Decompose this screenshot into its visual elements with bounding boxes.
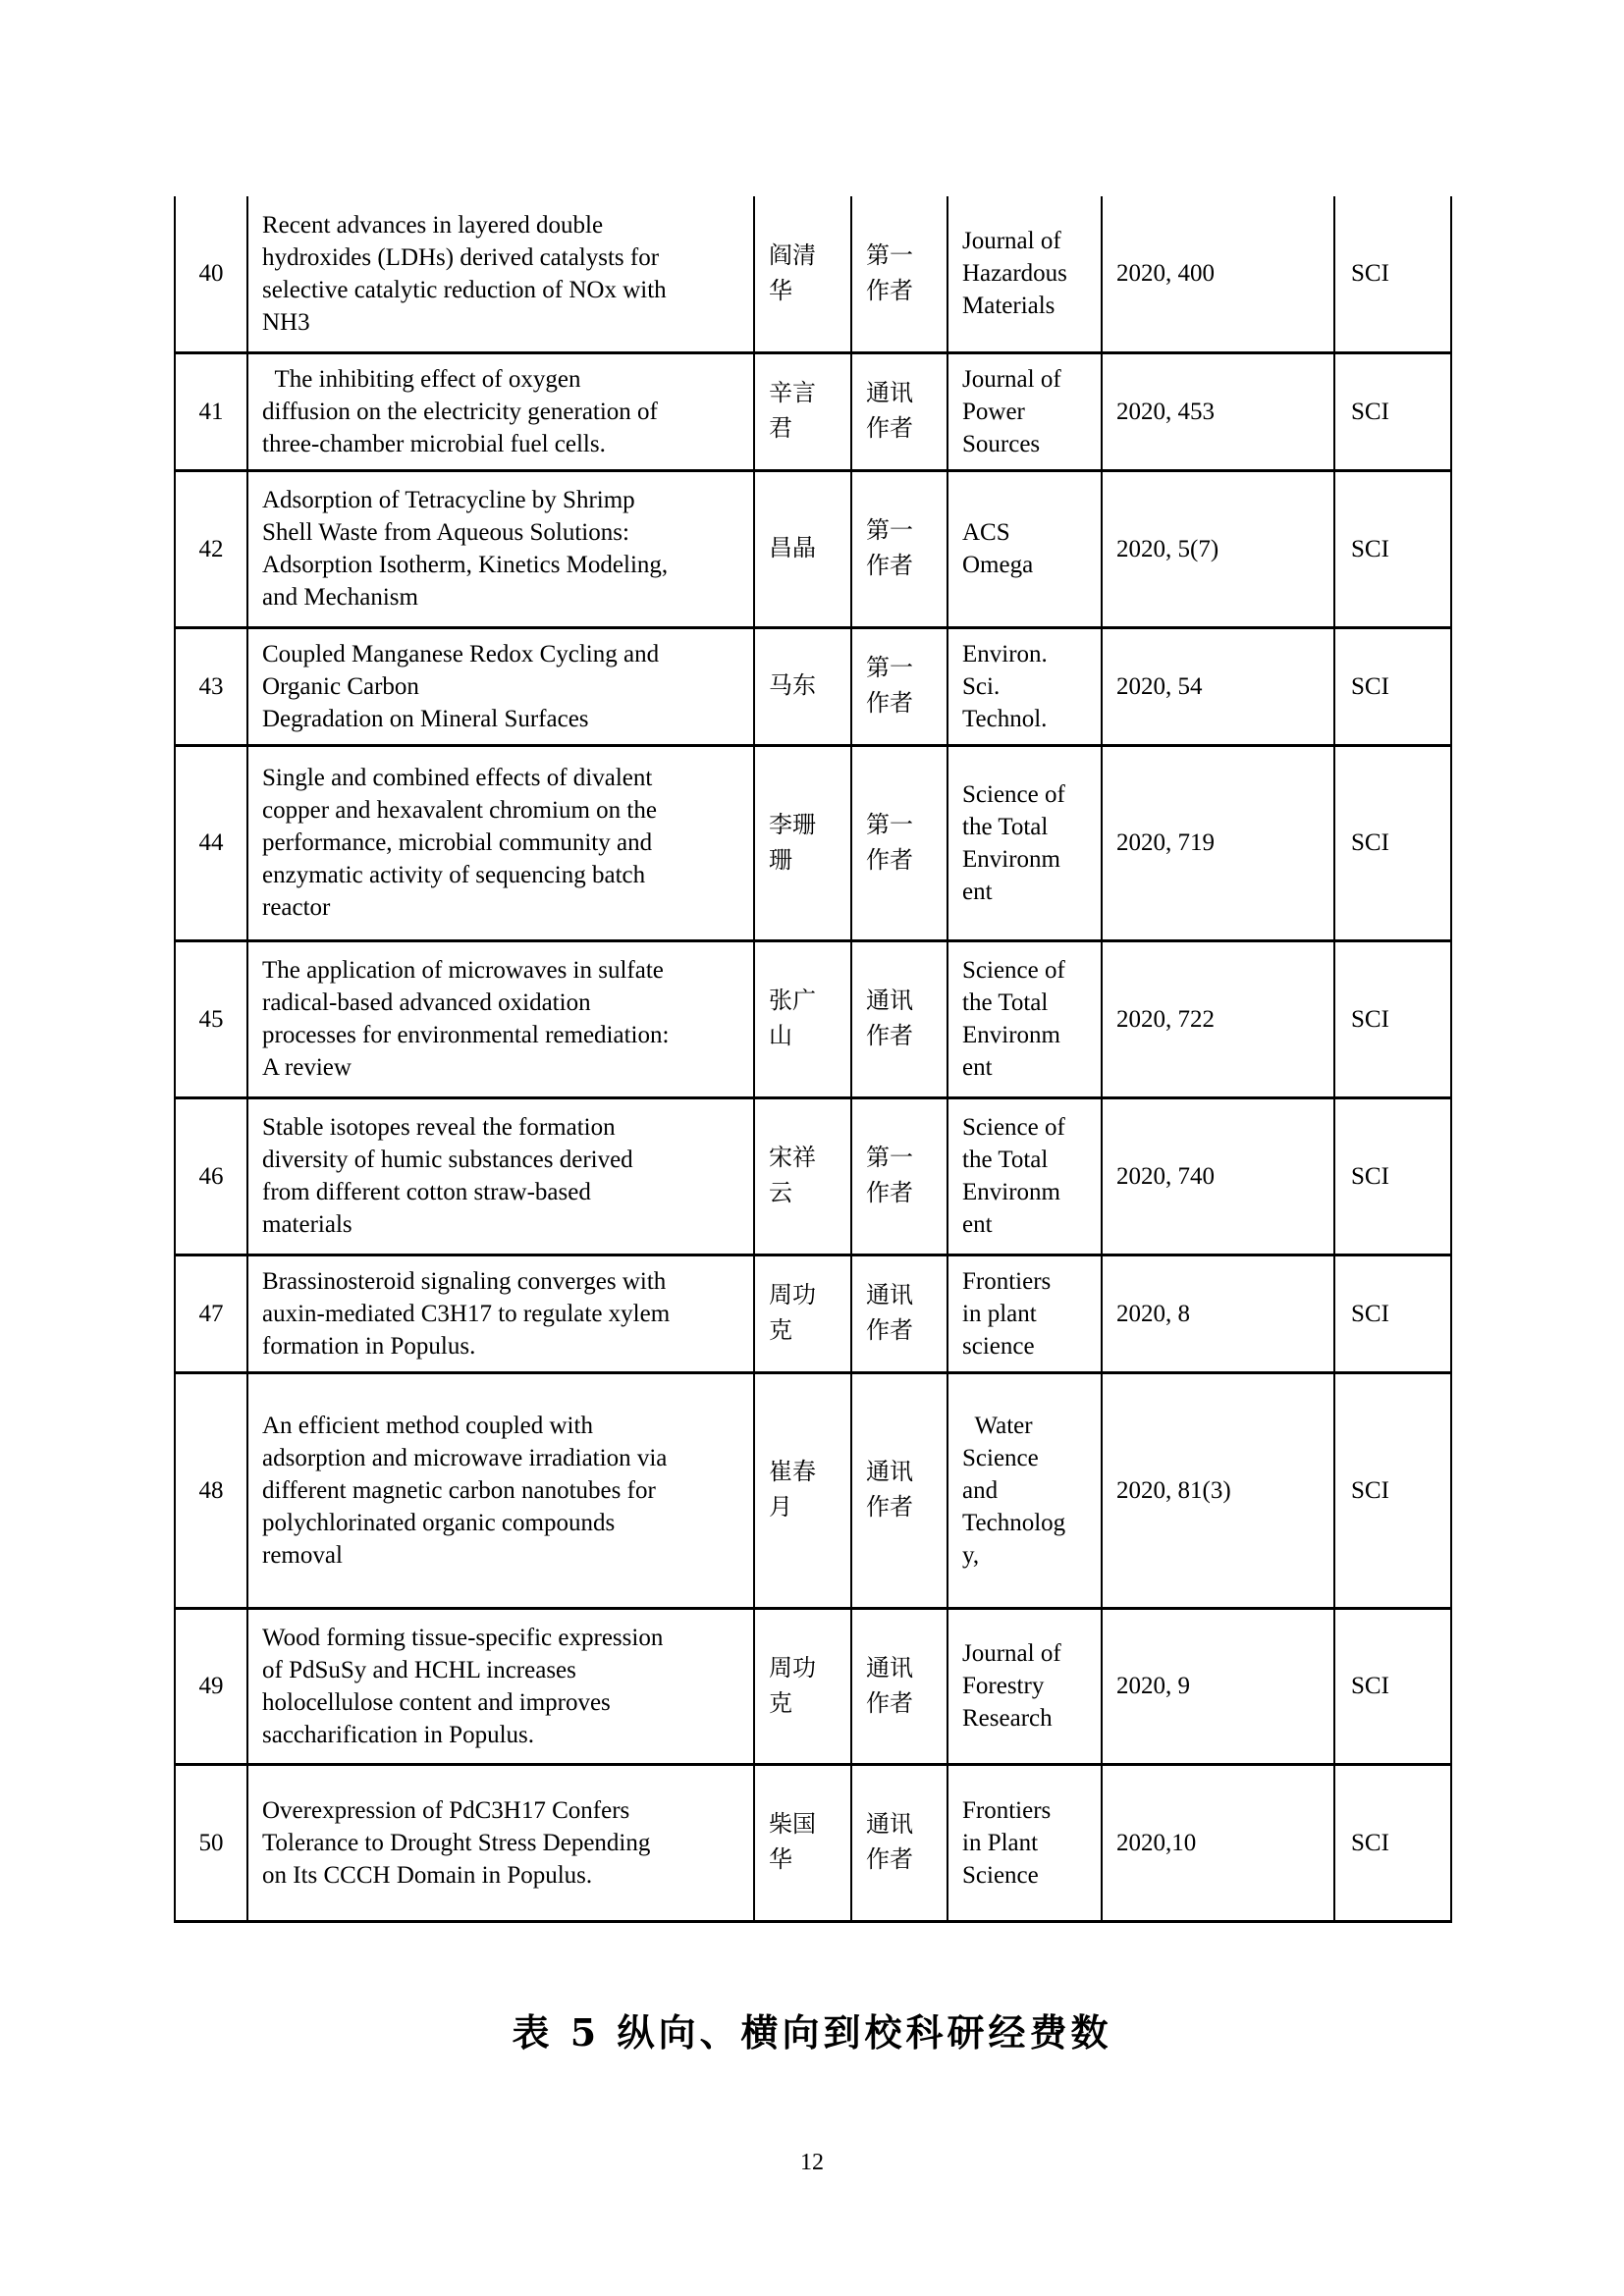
paper-title-cell-line: from different cotton straw-based <box>262 1179 591 1205</box>
author-role-cell <box>851 470 947 627</box>
table-row <box>175 627 1451 745</box>
paper-title-cell <box>247 1255 754 1372</box>
row-number-cell: 43 <box>175 627 247 745</box>
author-role-cell-line: 第一 <box>866 518 913 544</box>
journal-cell-line: Science of <box>962 780 1065 808</box>
table-row <box>175 352 1451 470</box>
index-type-cell: SCI <box>1334 1255 1451 1372</box>
author-name-cell-line: 山 <box>769 1024 792 1049</box>
journal-cell-line: Technolog <box>962 1509 1066 1536</box>
paper-title-cell-line: processes for environmental remediation: <box>262 1022 670 1048</box>
paper-title-cell <box>247 1097 754 1255</box>
author-role-cell-line: 作者 <box>866 1847 913 1873</box>
journal-cell-line: Journal of <box>962 228 1061 255</box>
author-name-cell-line: 克 <box>769 1318 792 1344</box>
paper-title-cell-line: copper and hexavalent chromium on the <box>262 797 657 824</box>
journal-cell-line: science <box>962 1332 1035 1360</box>
paper-title-cell-line: diversity of humic substances derived <box>262 1147 633 1173</box>
author-name-cell <box>754 352 851 470</box>
publications-table-body <box>175 196 1451 1921</box>
author-role-cell-line: 第一 <box>866 656 913 681</box>
paper-title-cell-line: hydroxides (LDHs) derived catalysts for <box>262 243 660 271</box>
author-name-cell <box>754 1764 851 1921</box>
author-name-cell <box>754 1608 851 1764</box>
journal-cell <box>947 1608 1102 1764</box>
paper-title-cell-line: removal <box>262 1541 343 1569</box>
author-name-cell-line: 崔春 <box>769 1460 816 1485</box>
paper-title-cell-line: Stable isotopes reveal the formation <box>262 1114 616 1141</box>
author-name-cell-line: 周功 <box>769 1655 816 1682</box>
author-role-cell <box>851 940 947 1097</box>
paper-title-cell-line: polychlorinated organic compounds <box>262 1509 616 1536</box>
table-row <box>175 1255 1451 1372</box>
journal-cell-line: Journal of <box>962 1640 1061 1667</box>
paper-title-cell-line: Brassinosteroid signaling converges with <box>262 1267 667 1295</box>
paper-title-cell-line: adsorption and microwave irradiation via <box>262 1444 668 1471</box>
author-name-cell-line: 月 <box>769 1495 792 1521</box>
paper-title-cell-line: selective catalytic reduction of NOx with <box>262 276 667 303</box>
journal-cell-line: the Total <box>962 989 1049 1016</box>
paper-title-cell-line: An efficient method coupled with <box>262 1412 593 1439</box>
paper-title-cell-line: on Its CCCH Domain in Populus. <box>262 1861 593 1889</box>
journal-cell-line: ACS <box>962 519 1010 546</box>
author-role-cell <box>851 627 947 745</box>
paper-title-cell-line: reactor <box>262 894 331 921</box>
author-role-cell <box>851 1097 947 1255</box>
journal-cell <box>947 745 1102 940</box>
author-role-cell <box>851 352 947 470</box>
author-role-cell-line: 作者 <box>866 1495 913 1521</box>
paper-title-cell <box>247 352 754 470</box>
author-role-cell-line: 通讯 <box>866 1460 913 1485</box>
journal-cell-line: Frontiers <box>962 1267 1052 1295</box>
journal-cell <box>947 1764 1102 1921</box>
journal-cell <box>947 352 1102 470</box>
paper-title-cell-line: Shell Waste from Aqueous Solutions: <box>262 519 629 546</box>
paper-title-cell <box>247 627 754 745</box>
author-role-cell-line: 作者 <box>866 1690 913 1717</box>
journal-cell-line: Materials <box>962 293 1056 320</box>
row-number-cell: 50 <box>175 1764 247 1921</box>
paper-title-cell <box>247 1764 754 1921</box>
author-role-cell-line: 通讯 <box>866 1283 913 1308</box>
journal-cell <box>947 196 1102 352</box>
paper-title-cell-line: The application of microwaves in sulfate <box>262 957 664 984</box>
year-volume-cell: 2020, 81(3) <box>1102 1372 1334 1608</box>
journal-cell-line: Environm <box>962 1179 1060 1205</box>
author-role-cell-line: 作者 <box>866 278 913 304</box>
paper-title-cell-line: of PdSuSy and HCHL increases <box>262 1656 576 1683</box>
author-role-cell-line: 作者 <box>866 1024 913 1049</box>
paper-title-cell-line: three-chamber microbial fuel cells. <box>262 430 606 457</box>
year-volume-cell: 2020, 719 <box>1102 745 1334 940</box>
paper-title-cell-line: NH3 <box>262 308 310 336</box>
author-role-cell <box>851 1608 947 1764</box>
journal-cell-line: Frontiers <box>962 1796 1052 1824</box>
journal-cell-line: Technol. <box>962 705 1048 732</box>
author-name-cell-line: 张广 <box>769 988 816 1014</box>
paper-title-cell-line: Coupled Manganese Redox Cycling and <box>262 640 660 667</box>
author-role-cell <box>851 745 947 940</box>
paper-title-cell-line: Overexpression of PdC3H17 Confers <box>262 1796 630 1824</box>
author-role-cell-line: 通讯 <box>866 381 913 406</box>
table-row <box>175 196 1451 352</box>
index-type-cell: SCI <box>1334 940 1451 1097</box>
journal-cell-line: Environ. <box>962 640 1048 667</box>
author-name-cell-line: 昌晶 <box>769 536 816 561</box>
author-role-cell <box>851 196 947 352</box>
journal-cell-line: Hazardous <box>962 260 1067 288</box>
journal-cell-line: Omega <box>962 552 1034 578</box>
journal-cell-line: Research <box>962 1705 1053 1732</box>
author-name-cell <box>754 745 851 940</box>
journal-cell-line: Science <box>962 1861 1039 1889</box>
paper-title-cell-line: holocellulose content and improves <box>262 1688 611 1716</box>
paper-title-cell-line: Adsorption of Tetracycline by Shrimp <box>262 487 635 513</box>
author-name-cell <box>754 196 851 352</box>
author-role-cell-line: 通讯 <box>866 988 913 1014</box>
index-type-cell: SCI <box>1334 1097 1451 1255</box>
paper-title-cell-line: Wood forming tissue-specific expression <box>262 1624 664 1651</box>
author-name-cell-line: 克 <box>769 1690 792 1717</box>
paper-title-cell <box>247 1372 754 1608</box>
index-type-cell: SCI <box>1334 627 1451 745</box>
index-type-cell: SCI <box>1334 470 1451 627</box>
index-type-cell: SCI <box>1334 1372 1451 1608</box>
author-name-cell <box>754 1255 851 1372</box>
author-name-cell <box>754 940 851 1097</box>
year-volume-cell: 2020, 5(7) <box>1102 470 1334 627</box>
page-number: 12 <box>800 2150 824 2175</box>
row-number-cell: 49 <box>175 1608 247 1764</box>
row-number-cell: 46 <box>175 1097 247 1255</box>
paper-title-cell-line: different magnetic carbon nanotubes for <box>262 1476 656 1504</box>
paper-title-cell-line: saccharification in Populus. <box>262 1721 535 1748</box>
paper-title-cell-line: formation in Populus. <box>262 1332 476 1360</box>
paper-title-cell-line: Degradation on Mineral Surfaces <box>262 705 589 732</box>
journal-cell-line: Environm <box>962 1022 1060 1048</box>
journal-cell-line: in plant <box>962 1300 1037 1327</box>
row-number-cell: 48 <box>175 1372 247 1608</box>
paper-title-cell <box>247 1608 754 1764</box>
author-name-cell-line: 李珊 <box>769 812 816 838</box>
author-role-cell-line: 第一 <box>866 242 913 269</box>
journal-cell <box>947 1372 1102 1608</box>
paper-title-cell <box>247 940 754 1097</box>
author-name-cell-line: 云 <box>769 1181 792 1206</box>
year-volume-cell: 2020, 740 <box>1102 1097 1334 1255</box>
journal-cell <box>947 627 1102 745</box>
author-role-cell-line: 通讯 <box>866 1655 913 1682</box>
author-name-cell-line: 宋祥 <box>769 1146 816 1171</box>
author-role-cell-line: 作者 <box>866 1181 913 1206</box>
table-row <box>175 1097 1451 1255</box>
journal-cell <box>947 1097 1102 1255</box>
author-role-cell <box>851 1764 947 1921</box>
author-role-cell-line: 第一 <box>866 812 913 838</box>
paper-title-cell-line: Tolerance to Drought Stress Depending <box>262 1829 651 1856</box>
year-volume-cell: 2020, 54 <box>1102 627 1334 745</box>
paper-title-cell-line: radical-based advanced oxidation <box>262 989 591 1016</box>
journal-cell-line: Forestry <box>962 1673 1045 1699</box>
index-type-cell: SCI <box>1334 1764 1451 1921</box>
author-name-cell-line: 辛言 <box>769 381 816 406</box>
author-name-cell-line: 华 <box>769 1847 792 1873</box>
paper-title-cell-line: materials <box>262 1211 352 1238</box>
paper-title-cell-line: enzymatic activity of sequencing batch <box>262 862 646 888</box>
author-name-cell <box>754 470 851 627</box>
author-role-cell-line: 作者 <box>866 691 913 717</box>
journal-cell-line: Science of <box>962 1114 1065 1141</box>
journal-cell-line: Water <box>962 1412 1033 1439</box>
paper-title-cell-line: auxin-mediated C3H17 to regulate xylem <box>262 1300 671 1327</box>
journal-cell-line: ent <box>962 878 993 905</box>
paper-title-cell-line: Organic Carbon <box>262 672 419 700</box>
journal-cell <box>947 470 1102 627</box>
journal-cell-line: Environm <box>962 845 1060 873</box>
row-number-cell: 47 <box>175 1255 247 1372</box>
row-number-cell: 41 <box>175 352 247 470</box>
author-name-cell-line: 华 <box>769 278 792 304</box>
table-row <box>175 940 1451 1097</box>
row-number-cell: 42 <box>175 470 247 627</box>
journal-cell-line: y, <box>962 1541 980 1569</box>
paper-title-cell-line: The inhibiting effect of oxygen <box>262 365 581 393</box>
author-role-cell-line: 作者 <box>866 416 913 442</box>
year-volume-cell: 2020, 453 <box>1102 352 1334 470</box>
year-volume-cell: 2020, 9 <box>1102 1608 1334 1764</box>
author-name-cell-line: 君 <box>769 416 792 442</box>
table-caption: 表 5 纵向、横向到校科研经费数 <box>512 2010 1112 2055</box>
paper-title-cell <box>247 745 754 940</box>
paper-title-cell-line: performance, microbial community and <box>262 829 653 856</box>
author-role-cell <box>851 1372 947 1608</box>
paper-title-cell-line: Adsorption Isotherm, Kinetics Modeling, <box>262 552 669 578</box>
author-name-cell <box>754 1097 851 1255</box>
paper-title-cell-line: diffusion on the electricity generation of <box>262 398 658 425</box>
author-role-cell-line: 作者 <box>866 554 913 579</box>
journal-cell-line: ent <box>962 1054 993 1081</box>
publications-table <box>174 196 1452 1923</box>
table-row <box>175 470 1451 627</box>
table-row <box>175 1608 1451 1764</box>
index-type-cell: SCI <box>1334 196 1451 352</box>
journal-cell-line: Science <box>962 1444 1039 1471</box>
index-type-cell: SCI <box>1334 745 1451 940</box>
author-role-cell-line: 作者 <box>866 847 913 874</box>
author-name-cell <box>754 1372 851 1608</box>
paper-title-cell <box>247 196 754 352</box>
author-name-cell-line: 周功 <box>769 1283 816 1308</box>
index-type-cell: SCI <box>1334 352 1451 470</box>
author-name-cell-line: 马东 <box>769 673 816 699</box>
year-volume-cell: 2020, 8 <box>1102 1255 1334 1372</box>
author-role-cell-line: 作者 <box>866 1318 913 1344</box>
author-name-cell <box>754 627 851 745</box>
paper-title-cell-line: and Mechanism <box>262 584 418 611</box>
journal-cell-line: Sources <box>962 430 1041 457</box>
paper-title-cell-line: Single and combined effects of divalent <box>262 765 653 791</box>
table-row <box>175 1764 1451 1921</box>
journal-cell-line: the Total <box>962 813 1049 840</box>
row-number-cell: 40 <box>175 196 247 352</box>
table-row <box>175 1372 1451 1608</box>
paper-title-cell <box>247 470 754 627</box>
table-row <box>175 745 1451 940</box>
paper-title-cell-line: A review <box>262 1054 352 1081</box>
author-role-cell <box>851 1255 947 1372</box>
row-number-cell: 45 <box>175 940 247 1097</box>
year-volume-cell: 2020,10 <box>1102 1764 1334 1921</box>
author-role-cell-line: 第一 <box>866 1146 913 1171</box>
journal-cell <box>947 940 1102 1097</box>
journal-cell-line: Sci. <box>962 672 1001 700</box>
journal-cell-line: the Total <box>962 1147 1049 1173</box>
journal-cell-line: in Plant <box>962 1829 1039 1856</box>
journal-cell <box>947 1255 1102 1372</box>
journal-cell-line: Science of <box>962 957 1065 984</box>
index-type-cell: SCI <box>1334 1608 1451 1764</box>
journal-cell-line: and <box>962 1476 999 1504</box>
year-volume-cell: 2020, 722 <box>1102 940 1334 1097</box>
row-number-cell: 44 <box>175 745 247 940</box>
author-name-cell-line: 阎清 <box>769 242 816 269</box>
author-name-cell-line: 柴国 <box>769 1812 816 1838</box>
author-name-cell-line: 珊 <box>769 847 792 874</box>
journal-cell-line: Journal of <box>962 365 1061 393</box>
year-volume-cell: 2020, 400 <box>1102 196 1334 352</box>
journal-cell-line: Power <box>962 398 1025 425</box>
journal-cell-line: ent <box>962 1211 993 1238</box>
author-role-cell-line: 通讯 <box>866 1812 913 1838</box>
paper-title-cell-line: Recent advances in layered double <box>262 211 604 239</box>
